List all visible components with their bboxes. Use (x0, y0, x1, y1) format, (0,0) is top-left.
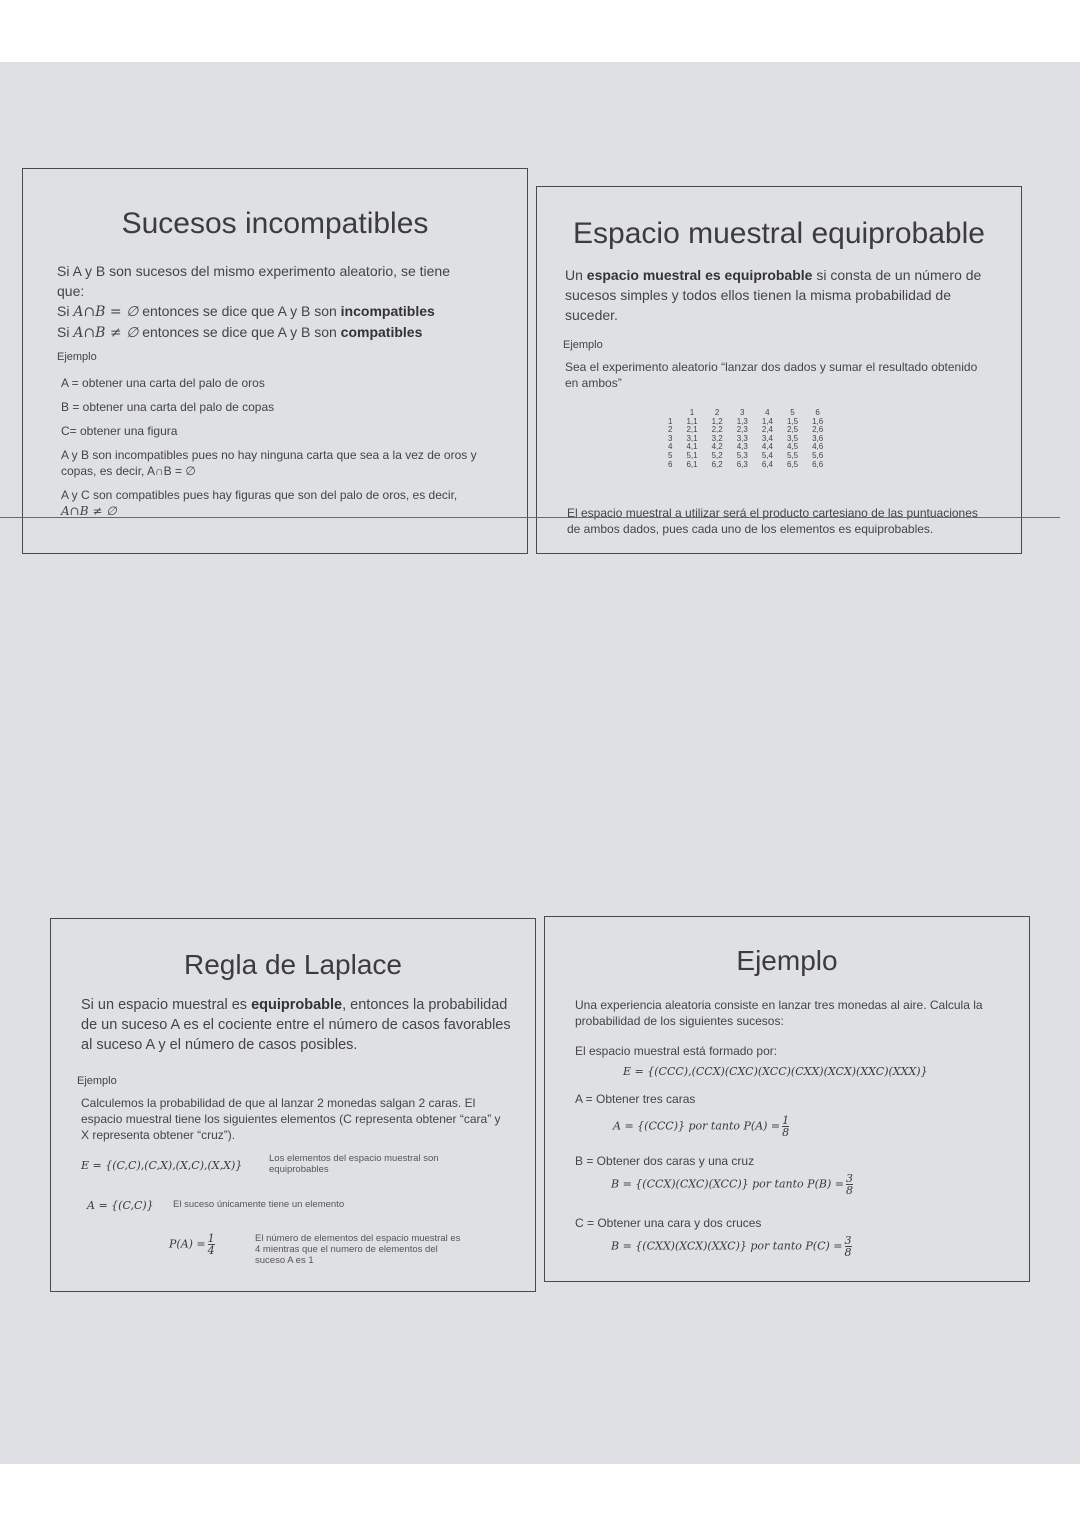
keyword-compatibles: compatibles (340, 324, 423, 340)
dice-cell: 1,5 (786, 416, 799, 426)
definition-line-2: de un suceso A es el cociente entre el número de casos favorables (81, 1017, 511, 1033)
keyword-equiprobable: espacio muestral es equiprobable (586, 267, 813, 283)
dice-cell: 1,4 (761, 416, 773, 426)
keyword-incompatibles: incompatibles (340, 303, 435, 319)
sample-space-note (269, 1153, 439, 1175)
conclusion-line-2: de ambos dados, pues cada uno de los elementos es equiprobables. (567, 522, 934, 536)
dice-cell: 5,2 (711, 450, 723, 460)
math-intersection-empty: A∩B = ∅ (73, 304, 139, 320)
dice-cell: 6,4 (761, 459, 773, 469)
example-line-3: X representa obtener “cruz”). (81, 1128, 236, 1142)
definition (81, 995, 527, 1015)
note-line-2: 4 mientras que el numero de elementos del (255, 1244, 438, 1255)
example-ab-line-1: A y B son incompatibles pues no hay ninguna carta que sea a la vez de oros y (61, 448, 477, 462)
example-event-b: B = obtener una carta del palo de copas (61, 400, 275, 414)
dice-cell: 5,5 (786, 450, 799, 460)
probability-formula (169, 1233, 215, 1256)
dice-cell: 3,1 (686, 433, 698, 443)
dice-cell: 2,5 (786, 425, 799, 435)
slide-regla-laplace (50, 918, 536, 1292)
def-prefix: Un (565, 267, 587, 283)
definition-line-3: suceder. (565, 307, 618, 323)
fraction-numerator: 1 (782, 1114, 790, 1127)
intro-line-1: Si A y B son sucesos del mismo experimento aleatorio, se tiene (57, 263, 450, 279)
dice-cell: 6,3 (736, 459, 748, 469)
def-prefix: Si un espacio muestral es (81, 997, 252, 1013)
dice-cell: 4,6 (812, 442, 824, 452)
sample-space-formula: E = {(CCC),(CCX)(CXC)(XCC)(CXX)(XCX)(XXC)(XXX)} (623, 1065, 928, 1078)
dice-cell: 3,6 (812, 433, 824, 443)
dice-cell: 1,3 (736, 416, 748, 426)
probability-note (255, 1233, 460, 1266)
example-line-2: espacio muestral tiene los siguientes elementos (C representa obtener “cara” y (81, 1112, 501, 1126)
slide-title: Espacio muestral equiprobable (573, 217, 985, 250)
dice-cell: 4 (668, 442, 673, 452)
dice-cell: 5,4 (761, 450, 773, 460)
event-b-label: B = Obtener dos caras y una cruz (575, 1154, 755, 1168)
dice-cell: 1,2 (711, 416, 723, 426)
fraction (208, 1233, 215, 1256)
slide-ejemplo (544, 916, 1030, 1282)
intro-line-2: probabilidad de los siguientes sucesos: (575, 1014, 784, 1028)
note-line-1: Los elementos del espacio muestral son (269, 1153, 439, 1164)
keyword-equiprobable: equiprobable (251, 997, 343, 1013)
dice-cell: 3,3 (736, 433, 748, 443)
fraction-denominator: 8 (845, 1184, 853, 1197)
dice-header-cell: 2 (714, 408, 720, 417)
def-text: entonces se dice que A y B son (138, 303, 341, 319)
fraction-numerator: 3 (845, 1172, 853, 1185)
dice-cell: 4,5 (786, 442, 799, 452)
dice-cell: 2,1 (686, 425, 698, 435)
probability-lhs: P(A) = (169, 1237, 206, 1251)
example-ac-line-2: A∩B ≠ ∅ (61, 504, 117, 518)
fraction-denominator: 8 (782, 1126, 790, 1139)
divider-line (0, 517, 1060, 518)
dice-cell: 3 (668, 433, 673, 443)
example-ab-line-2: copas, es decir, A∩B = ∅ (61, 464, 196, 478)
definition (565, 265, 1005, 285)
event-a-formula: A = {(C,C)} (87, 1199, 154, 1212)
example-event-a: A = obtener una carta del palo de oros (61, 376, 265, 390)
dice-cell: 2,3 (736, 425, 748, 435)
sample-space-label: El espacio muestral está formado por: (575, 1044, 778, 1058)
event-a-formula (613, 1115, 789, 1138)
math-intersection-nonempty: A∩B ≠ ∅ (73, 325, 139, 341)
dice-cell: 6 (668, 459, 673, 469)
dice-cell: 6,1 (686, 459, 698, 469)
dice-cell: 3,5 (786, 433, 799, 443)
slide-title: Sucesos incompatibles (121, 207, 429, 240)
note-line-3: suceso A es 1 (255, 1255, 314, 1266)
dice-cell: 5 (668, 450, 673, 460)
dice-cell: 2 (668, 425, 673, 435)
dice-header-cell: 1 (689, 408, 695, 417)
example-label: Ejemplo (563, 339, 603, 351)
dice-cell: 6,2 (711, 459, 723, 469)
dice-cell: 4,1 (686, 442, 698, 452)
event-c-formula (611, 1235, 852, 1258)
scanned-page (0, 62, 1080, 1464)
dice-cell: 5,1 (686, 450, 698, 460)
dice-cell: 2,6 (812, 425, 824, 435)
def-prefix: Si (57, 324, 74, 340)
fraction-denominator: 4 (207, 1244, 215, 1257)
dice-outcomes-table (661, 409, 830, 469)
dice-cell: 6,6 (812, 459, 824, 469)
dice-cell: 2,2 (711, 425, 723, 435)
definition-line-2: sucesos simples y todos ellos tienen la misma probabilidad de (565, 287, 951, 303)
def-text: si consta de un número de (812, 267, 982, 283)
note-line-1: El número de elementos del espacio muestral es (255, 1233, 461, 1244)
fraction-denominator: 8 (844, 1246, 852, 1259)
def-text: , entonces la probabilidad (342, 997, 508, 1013)
dice-row (661, 461, 830, 470)
conclusion-line-1: El espacio muestral a utilizar será el producto cartesiano de las puntuaciones (567, 506, 978, 520)
example-ac-line-1: A y C son compatibles pues hay figuras que son del palo de oros, es decir, (61, 488, 458, 502)
slide-espacio-equiprobable (536, 186, 1022, 554)
example-line-1: Sea el experimento aleatorio “lanzar dos dados y sumar el resultado obtenido (565, 360, 978, 374)
fraction (846, 1173, 853, 1196)
def-text: entonces se dice que A y B son (138, 324, 341, 340)
dice-cell: 1,6 (812, 416, 824, 426)
formula-text: B = {(CCX)(CXC)(XCC)} por tanto P(B) = (611, 1177, 844, 1191)
intro-line-1: Una experiencia aleatoria consiste en lanzar tres monedas al aire. Calcula la (575, 998, 983, 1012)
example-label: Ejemplo (57, 351, 97, 363)
formula-text: A = {(CCC)} por tanto P(A) = (613, 1119, 781, 1133)
intro-line-2: que: (57, 283, 85, 299)
dice-cell: 5,6 (812, 450, 824, 460)
slide-title: Regla de Laplace (184, 949, 402, 980)
slide-title: Ejemplo (736, 945, 838, 976)
dice-header-cell: 4 (765, 408, 770, 417)
example-line-1: Calculemos la probabilidad de que al lanzar 2 monedas salgan 2 caras. El (81, 1096, 476, 1110)
event-a-note: El suceso únicamente tiene un elemento (173, 1199, 345, 1210)
event-c-label: C = Obtener una cara y dos cruces (575, 1216, 762, 1230)
dice-cell: 4,2 (711, 442, 723, 452)
slide-sucesos-incompatibles (22, 168, 528, 554)
sample-space-formula: E = {(C,C),(C,X),(X,C),(X,X)} (81, 1159, 243, 1172)
dice-cell: 4,3 (736, 442, 748, 452)
formula-text: B = {(CXX)(XCX)(XXC)} por tanto P(C) = (611, 1239, 843, 1253)
definition-line-3: al suceso A y el número de casos posibles. (81, 1037, 358, 1053)
dice-cell: 2,4 (761, 425, 773, 435)
event-b-formula (611, 1173, 853, 1196)
dice-header-cell: 5 (790, 408, 795, 417)
event-a-label: A = Obtener tres caras (575, 1092, 696, 1106)
compatible-definition (57, 322, 517, 343)
dice-cell: 3,2 (711, 433, 723, 443)
example-line-2: en ambos” (565, 376, 622, 390)
example-event-c: C= obtener una figura (61, 424, 178, 438)
dice-cell: 5,3 (736, 450, 748, 460)
dice-header-cell: 6 (815, 408, 820, 417)
fraction-numerator: 3 (844, 1234, 852, 1247)
dice-cell: 3,4 (761, 433, 773, 443)
dice-cell: 4,4 (761, 442, 773, 452)
dice-cell: 6,5 (786, 459, 799, 469)
fraction (845, 1235, 852, 1258)
def-prefix: Si (57, 303, 74, 319)
fraction (782, 1115, 789, 1138)
dice-header-cell: 3 (740, 408, 745, 417)
fraction-numerator: 1 (207, 1232, 215, 1245)
dice-cell: 1,1 (686, 416, 698, 426)
example-label: Ejemplo (77, 1075, 117, 1087)
note-line-2: equiprobables (269, 1164, 329, 1175)
incompatible-definition (57, 301, 517, 322)
dice-cell: 1 (668, 416, 673, 426)
